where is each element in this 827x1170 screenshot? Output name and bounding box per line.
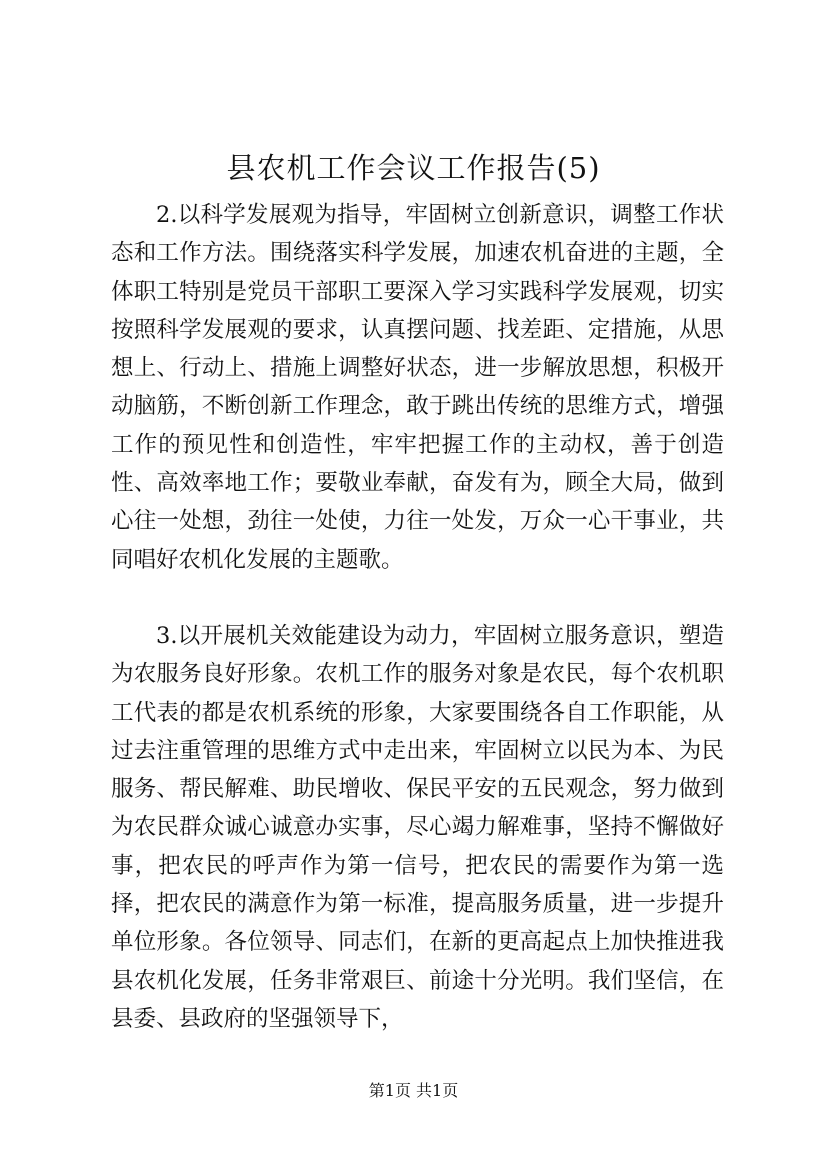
paragraph-3: 3.以开展机关效能建设为动力，牢固树立服务意识，塑造为农服务良好形象。农机工作的服务对象是农民，每个农机职工代表的都是农机系统的形象，大家要围绕各自工作职能，从过去注重管理的思维方式中走出来，牢固树立以民为本、为民服务、帮民解难、助民增收、保民平安的五民观念，努力做到为农民群众诚心诚意办实事，尽心竭力解难事，坚持不懈做好事，把农民的呼声作为第一信号，把农民的需要作为第一选择，把农民的满意作为第一标准，提高服务质量，进一步提升单位形象。各位领导、同志们，在新的更高起点上加快推进我县农机化发展，任务非常艰巨、前途十分光明。我们坚信，在县委、县政府的坚强领导下， [111,622,724,1032]
page-footer: 第1页 共1页 [368,1081,459,1100]
document-body [111,196,724,1038]
paragraph-2: 2.以科学发展观为指导，牢固树立创新意识，调整工作状态和工作方法。围绕落实科学发展，加速农机奋进的主题，全体职工特别是党员干部职工要深入学习实践科学发展观，切实按照科学发展观的要求，认真摆问题、找差距、定措施，从思想上、行动上、措施上调整好状态，进一步解放思想，积极开动脑筋，不断创新工作理念，敢于跳出传统的思维方式，增强工作的预见性和创造性，牢牢把握工作的主动权，善于创造性、高效率地工作；要敬业奉献，奋发有为，顾全大局，做到心往一处想，劲往一处使，力往一处发，万众一心干事业，共同唱好农机化发展的主题歌。 [111,202,724,573]
document-title: 县农机工作会议工作报告(5) [226,151,601,185]
